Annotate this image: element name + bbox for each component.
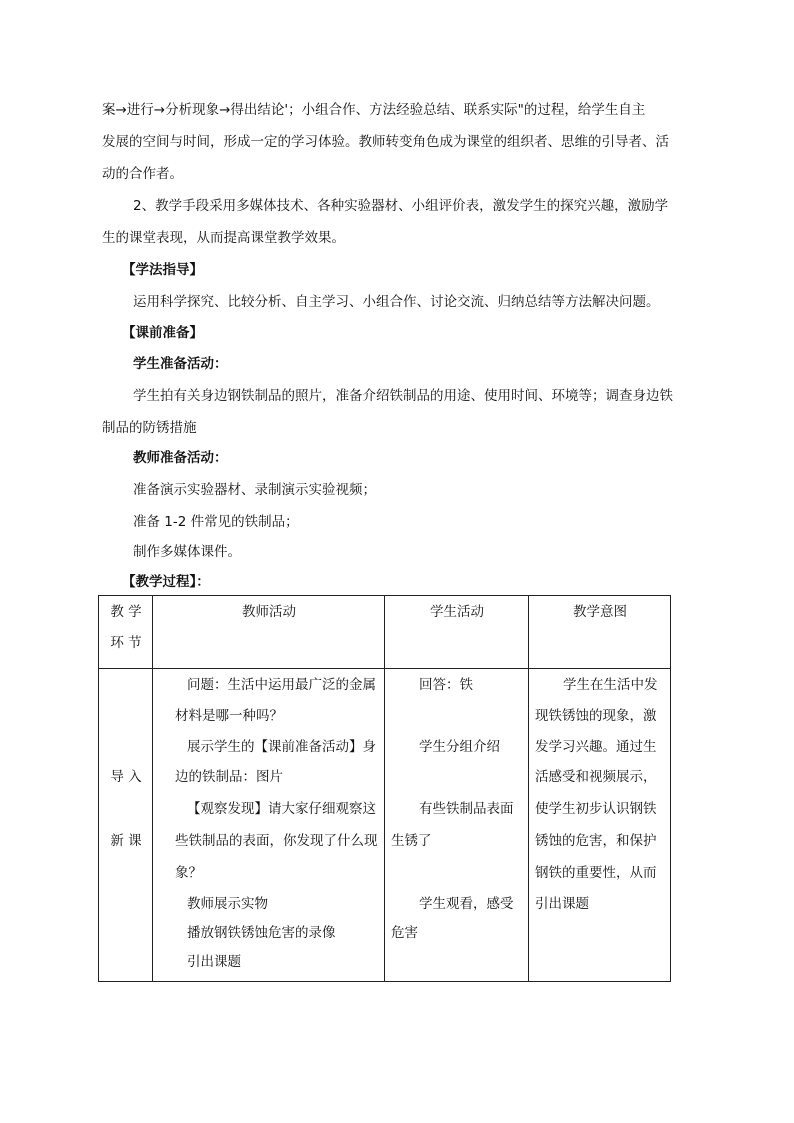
section-heading-xuefa: 【学法指导】: [122, 262, 203, 278]
paragraph-line: 动的合作者。: [102, 166, 183, 182]
table-row: [99, 669, 671, 982]
paragraph-line: 案→进行→分析现象→得出结论'；小组合作、方法经验总结、联系实际"的过程，给学生自主: [102, 102, 646, 118]
teacher-activity-cell: 问题：生活中运用最广泛的金属 材料是哪一种吗？ 展示学生的【课前准备活动】身 边的铁制品：图片 【观察发现】请大家仔细观察这 些铁制品的表面，你发现了什么现 象？ 教师展示实物 播放钢铁锈蚀危害的录像 引出课题: [153, 669, 385, 982]
list-item: 准备 1-2 件常见的铁制品；: [133, 514, 299, 530]
section-heading-process: 【教学过程】：: [122, 574, 210, 590]
header-cell-stage: 教 学 环 节: [99, 596, 153, 669]
stage-cell: 导 入 新 课: [99, 669, 153, 982]
lesson-table: [98, 595, 671, 982]
section-heading-keqian: 【课前准备】: [122, 325, 203, 341]
paragraph-line: 生的课堂表现，从而提高课堂教学效果。: [102, 230, 345, 246]
paragraph-line: 制品的防锈措施: [102, 420, 197, 436]
intent-cell: 学生在生活中发 现铁锈蚀的现象，激 发学习兴趣。通过生 活感受和视频展示， 使学生初步认识钢铁 锈蚀的危害，和保护 钢铁的重要性，从而 引出课题: [529, 669, 671, 982]
list-item: 准备演示实验器材、录制演示实验视频；: [133, 482, 376, 498]
paragraph-line: 2、教学手段采用多媒体技术、各种实验器材、小组评价表，激发学生的探究兴趣，激励学: [133, 198, 669, 214]
paragraph-line: 学生拍有关身边钢铁制品的照片，准备介绍铁制品的用途、使用时间、环境等；调查身边铁: [133, 388, 673, 404]
subheading-student-prep: 学生准备活动：: [133, 356, 228, 372]
student-activity-cell: 回答：铁 学生分组介绍 有些铁制品表面 生锈了 学生观看，感受 危害: [385, 669, 529, 982]
header-cell-intent: 教学意图: [529, 596, 671, 669]
header-cell-student: 学生活动: [385, 596, 529, 669]
list-item: 制作多媒体课件。: [133, 544, 241, 560]
table-header-row: [99, 596, 671, 669]
subheading-teacher-prep: 教师准备活动：: [133, 450, 228, 466]
paragraph-line: 运用科学探究、比较分析、自主学习、小组合作、讨论交流、归纳总结等方法解决问题。: [133, 294, 660, 310]
header-cell-teacher: 教师活动: [153, 596, 385, 669]
paragraph-line: 发展的空间与时间，形成一定的学习体验。教师转变角色成为课堂的组织者、思维的引导者、活: [102, 134, 669, 150]
